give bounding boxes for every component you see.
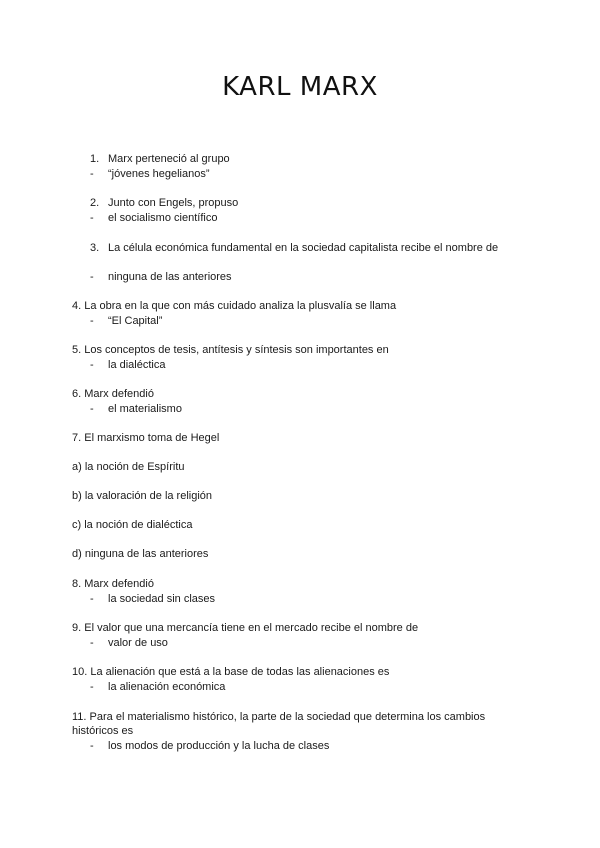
item-number: 2. <box>90 197 100 209</box>
bullet-dash: - <box>90 359 94 371</box>
answer-10: la alienación económica <box>108 681 226 693</box>
question-8: 8. Marx defendió <box>72 578 154 590</box>
document-title: KARL MARX <box>222 72 378 102</box>
question-5: 5. Los conceptos de tesis, antítesis y síntesis son importantes en <box>72 344 389 356</box>
item-number: 1. <box>90 153 100 165</box>
answer-6: el materialismo <box>108 403 182 415</box>
option-a: a) la noción de Espíritu <box>72 461 185 473</box>
question-1: Marx perteneció al grupo <box>108 153 230 165</box>
question-9: 9. El valor que una mercancía tiene en el mercado recibe el nombre de <box>72 622 419 634</box>
question-11-line-2: históricos es <box>72 725 134 737</box>
bullet-dash: - <box>90 271 94 283</box>
question-3: La célula económica fundamental en la sociedad capitalista recibe el nombre de <box>108 242 499 254</box>
answer-4: “El Capital” <box>108 315 163 327</box>
item-number: 3. <box>90 242 100 254</box>
question-6: 6. Marx defendió <box>72 388 154 400</box>
answer-2: el socialismo científico <box>108 212 218 224</box>
question-10: 10. La alienación que está a la base de todas las alienaciones es <box>72 666 390 678</box>
option-c: c) la noción de dialéctica <box>72 519 193 531</box>
question-2: Junto con Engels, propuso <box>108 197 239 209</box>
bullet-dash: - <box>90 212 94 224</box>
bullet-dash: - <box>90 740 94 752</box>
option-b: b) la valoración de la religión <box>72 490 213 502</box>
bullet-dash: - <box>90 403 94 415</box>
bullet-dash: - <box>90 315 94 327</box>
question-7: 7. El marxismo toma de Hegel <box>72 432 220 444</box>
question-4: 4. La obra en la que con más cuidado analiza la plusvalía se llama <box>72 300 397 312</box>
bullet-dash: - <box>90 637 94 649</box>
answer-5: la dialéctica <box>108 359 166 371</box>
answer-8: la sociedad sin clases <box>108 593 216 605</box>
answer-3: ninguna de las anteriores <box>108 271 232 283</box>
bullet-dash: - <box>90 168 94 180</box>
bullet-dash: - <box>90 593 94 605</box>
answer-9: valor de uso <box>108 637 168 649</box>
option-d: d) ninguna de las anteriores <box>72 548 209 560</box>
question-11-line-1: 11. Para el materialismo histórico, la parte de la sociedad que determina los cambios <box>72 711 486 723</box>
bullet-dash: - <box>90 681 94 693</box>
answer-11: los modos de producción y la lucha de clases <box>108 740 330 752</box>
answer-1: “jóvenes hegelianos” <box>108 168 210 180</box>
